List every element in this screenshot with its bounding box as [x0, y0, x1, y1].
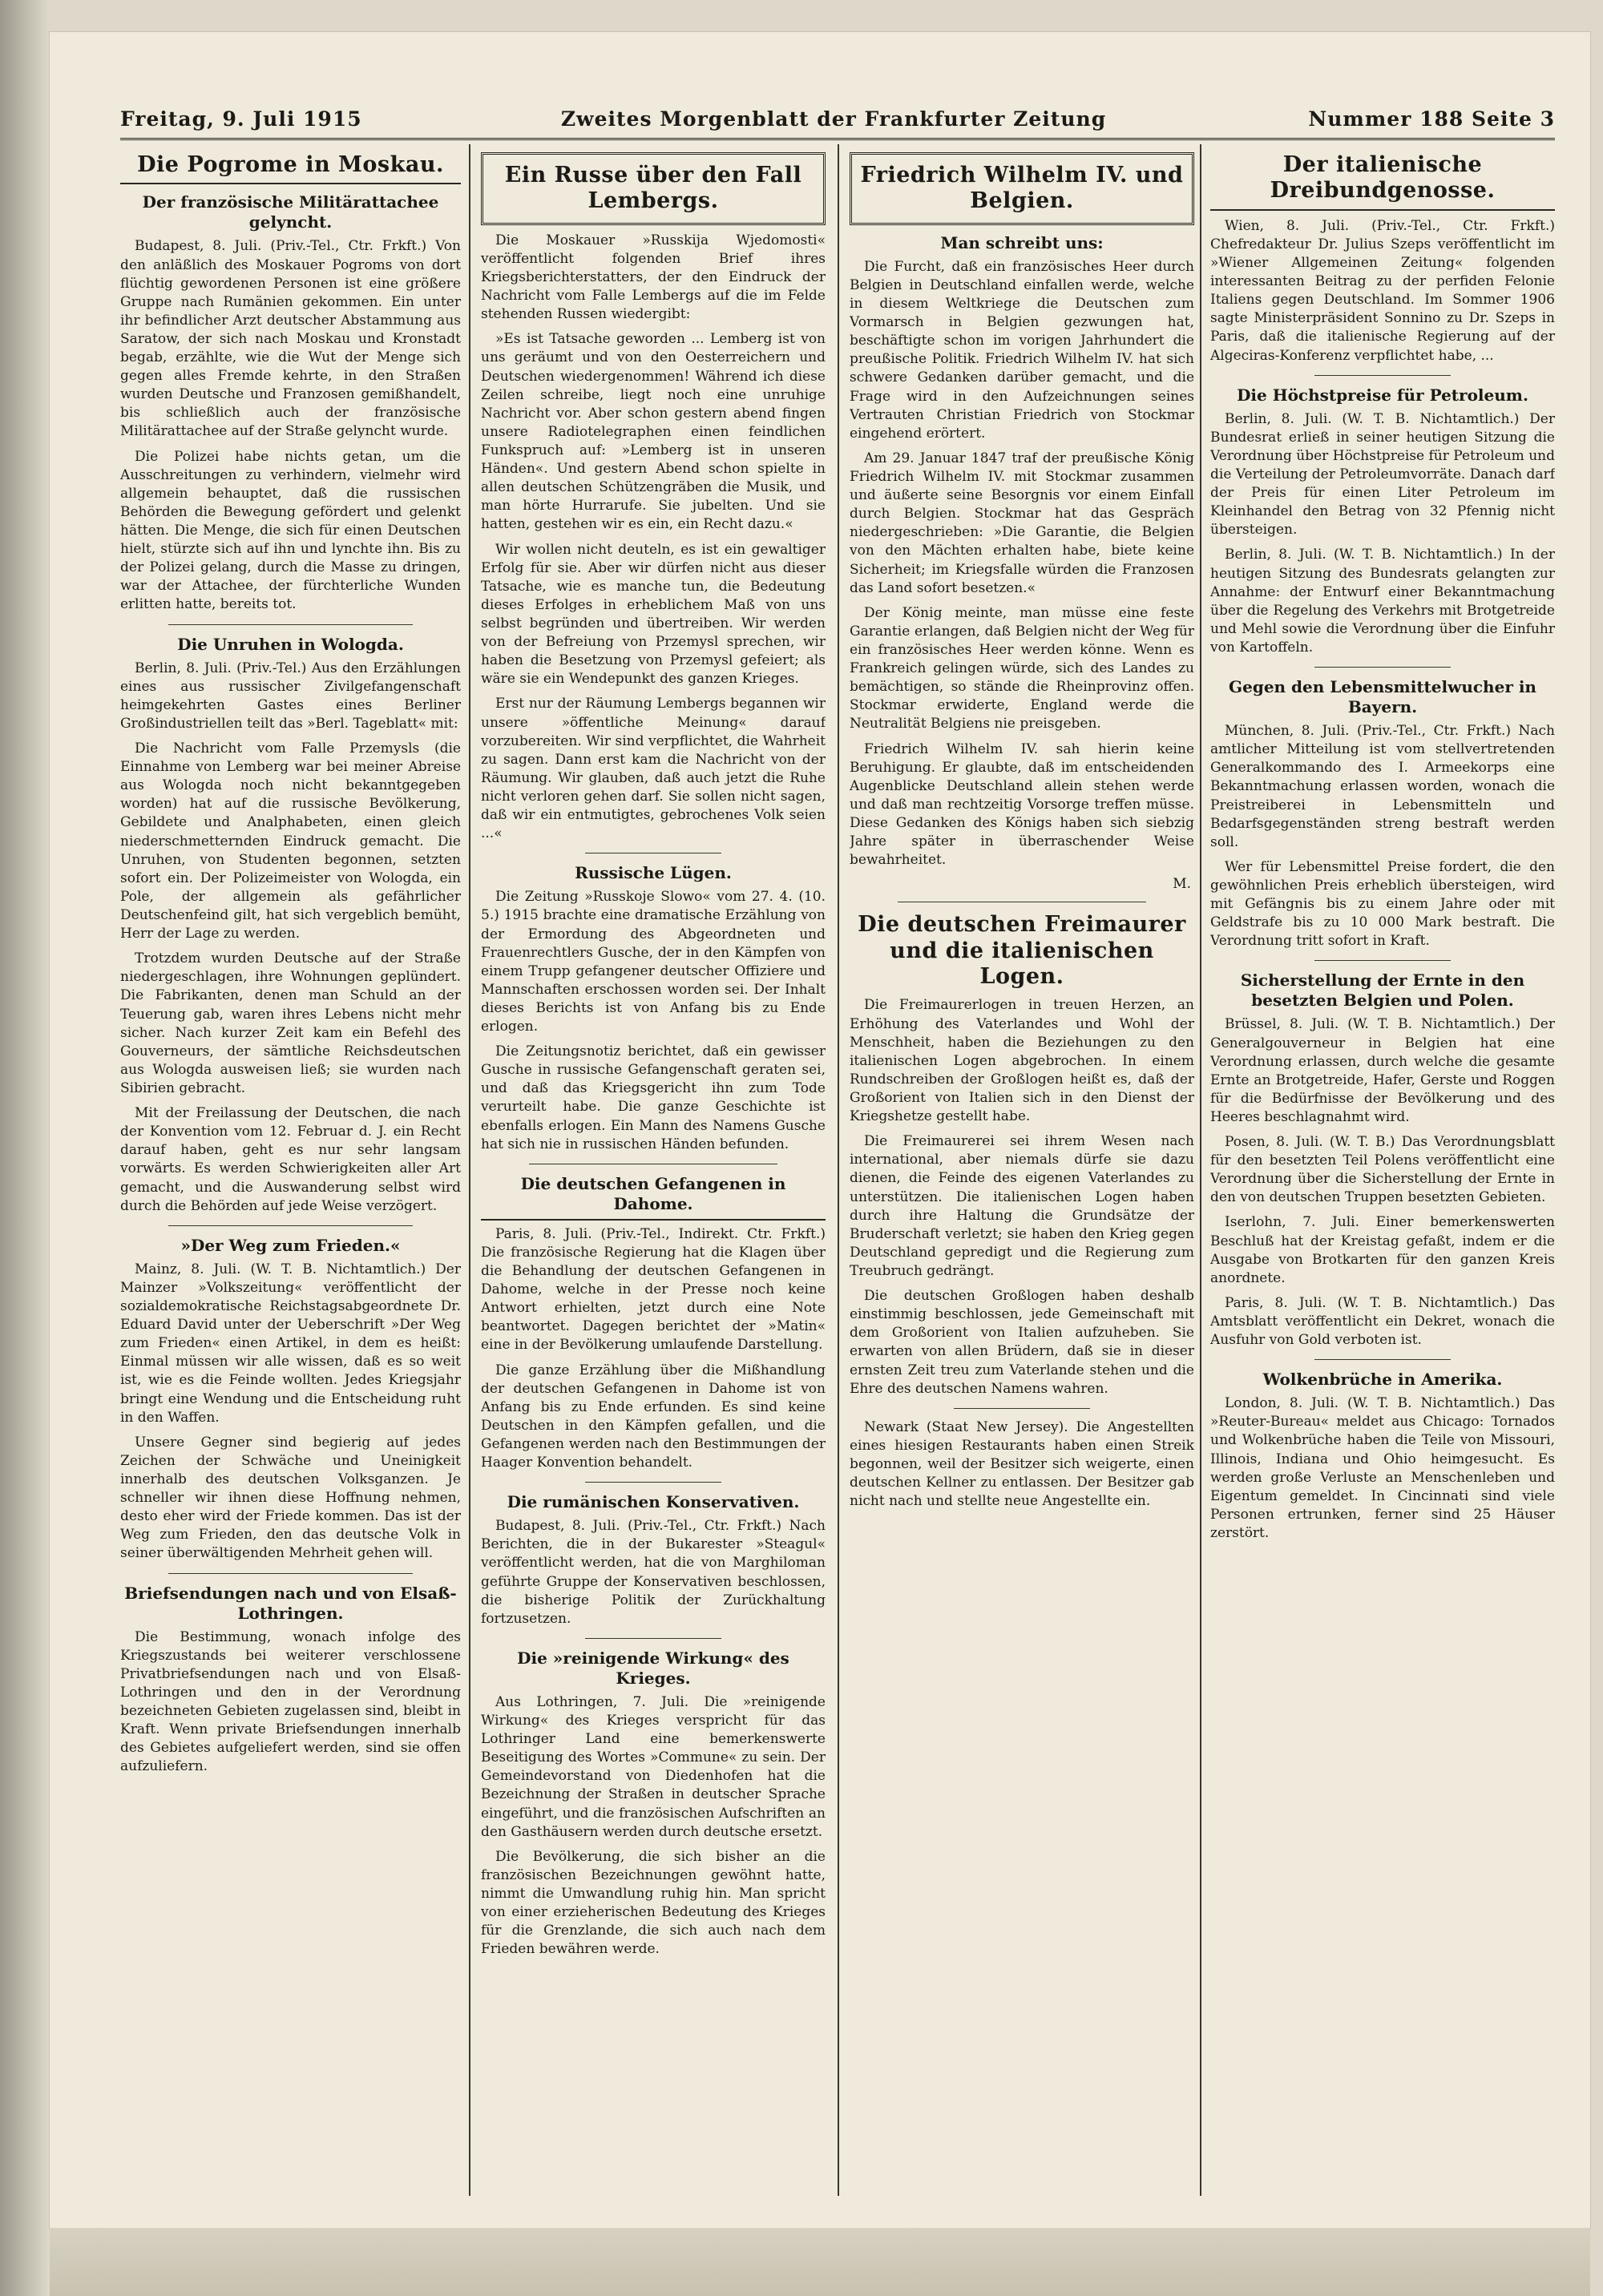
- article-subtitle: Russische Lügen.: [575, 863, 732, 883]
- article-subtitle: Der französische Militärattachee gelyncht.: [142, 192, 439, 232]
- article-paragraph: Der König meinte, man müsse eine feste Garantie erlangen, daß Belgien nicht der Weg für ein französisches Heer werden könne. Wenn es Frankreich gelingen würde, sich des Landes zu bemächtigen, so stände die Rheinprovinz offen. Stockmar erwiderte, England werde die Neutralität Belgiens nie preisgeben.: [850, 604, 1194, 732]
- article-title: Der italienische Dreibundgenosse.: [1210, 152, 1555, 211]
- separator-rule: [168, 624, 413, 625]
- column-3: [850, 144, 1194, 2196]
- article-paragraph: Die Polizei habe nichts getan, um die Ausschreitungen zu verhindern, vielmehr wird allgemein behauptet, daß die russischen Behörden die Bewegung gefördert und gelenkt hätten. Die Menge, die sich für einen Deutschen hielt, stürzte sich auf ihn und lynchte ihn. Bis zu der Polizei gelang, durch die Masse zu dringen, war der Attachee, der fürchterliche Wunden erlitten hatte, bereits tot.: [120, 448, 461, 613]
- separator-rule: [1314, 1359, 1451, 1360]
- separator-rule: [168, 1225, 413, 1226]
- article-paragraph: Wir wollen nicht deuteln, es ist ein gewaltiger Erfolg für sie. Aber wir dürfen nicht aus dieser Tatsache, wie es manche tun, die Bedeutung dieses Erfolges in erheblichem Maß von uns selbst begründen und übertreiben. Wir werden von der Befreiung von Przemysl sprechen, wir haben die Besetzung von Przemysl gefeiert; als wäre sie ein Wendepunkt des ganzen Krieges.: [481, 541, 826, 688]
- article-paragraph: Erst nur der Räumung Lembergs begannen wir unsere »öffentliche Meinung« darauf vorzubereiten. Wir sind verpflichtet, die Wahrheit zu sagen. Dann erst kam die Nachricht von der Räumung. Wir glauben, daß auch jetzt die Ruhe nicht verloren gehen darf. Sie sollen nicht sagen, daß wir ein entmutigtes, gebrochenes Volk seien ...«: [481, 696, 826, 842]
- article-paragraph: Die ganze Erzählung über die Mißhandlung der deutschen Gefangenen in Dahome ist von Anfang bis zu Ende erfunden. Es sind keine Deutschen in den Kämpfen gefallen, und die Gefangenen werden nach den Bestimmungen der Haager Konvention behandelt.: [481, 1362, 826, 1471]
- column-2: [481, 144, 826, 2196]
- article-paragraph: Wer für Lebensmittel Preise fordert, die den gewöhnlichen Preis erheblich übersteigen, wird mit Gefängnis bis zu einem Jahre oder mit Geldstrafe bis zu 10 000 Mark bestraft. Die Verordnung tritt sofort in Kraft.: [1210, 858, 1555, 950]
- separator-rule: [1314, 375, 1451, 376]
- article-paragraph: Paris, 8. Juli. (Priv.-Tel., Indirekt. Ctr. Frkft.) Die französische Regierung hat die Klagen über die Behandlung der deutschen Gefangenen in Dahome, welche in der Presse noch keine Antwort erhielten, jetzt durch eine Note beantwortet. Dagegen berichtet der »Matin« eine in der Bevölkerung umlaufende Darstellung.: [481, 1225, 826, 1354]
- separator-rule: [168, 1573, 413, 1574]
- separator-rule: [585, 1482, 721, 1483]
- article-paragraph: Friedrich Wilhelm IV. sah hierin keine Beruhigung. Er glaubte, daß im entscheidenden Augenblicke Deutschland allein stehen werde und daß man rechtzeitig Vorsorge treffen müsse. Diese Gedanken des Königs haben sich siebzig Jahre später in überraschender Weise bewahrheitet.: [850, 740, 1194, 869]
- article-paragraph: London, 8. Juli. (W. T. B. Nichtamtlich.) Das »Reuter-Bureau« meldet aus Chicago: Tornados und Wolkenbrüche haben die Teile von Missouri, Illinois, Indiana und Ohio heimgesucht. Es werden große Verluste an Menschenleben und Eigentum gemeldet. In Cincinnati sind viele Personen ertrunken, ferner sind 25 Häuser zerstört.: [1210, 1395, 1555, 1542]
- article-paragraph: Iserlohn, 7. Juli. Einer bemerkenswerten Beschluß hat der Kreistag gefaßt, indem er die Ausgabe von Brotkarten für den ganzen Kreis anordnete.: [1210, 1214, 1555, 1286]
- article-paragraph: Berlin, 8. Juli. (W. T. B. Nichtamtlich.) In der heutigen Sitzung des Bundesrats gelangten zur Annahme: der Entwurf einer Bekanntmachung über die Regelung des Verkehrs mit Brotgetreide und Mehl sowie die Verordnung über die Einfuhr von Kartoffeln.: [1210, 547, 1555, 656]
- article-paragraph: Mit der Freilassung der Deutschen, die nach der Konvention vom 12. Februar d. J. ein Recht darauf haben, geht es nur sehr langsam vorwärts. Es werden Schwierigkeiten aller Art gemacht, und die Auswanderung selbst wird durch die Behörden auf jede Weise verzögert.: [120, 1105, 461, 1214]
- article-paragraph: Am 29. Januar 1847 traf der preußische König Friedrich Wilhelm IV. mit Stockmar zusammen und äußerte seine Besorgnis vor einem Einfall durch Belgien. Stockmar hat das Gespräch niedergeschrieben: »Die Garantie, die Belgien von den Mächten erhalten habe, biete keine Sicherheit; im Kriegsfalle würden die Franzosen das Land sofort besetzen.«: [850, 450, 1194, 596]
- header-date: Freitag, 9. Juli 1915: [120, 107, 362, 131]
- article-paragraph: Berlin, 8. Juli. (W. T. B. Nichtamtlich.) Der Bundesrat erließ in seiner heutigen Sitzung die Verordnung über Höchstpreise für Petroleum und die Verteilung der Petroleumvorräte. Danach darf der Preis für einen Liter Petroleum im Kleinhandel den Betrag von 32 Pfennig nicht übersteigen.: [1210, 410, 1555, 539]
- article-paragraph: Newark (Staat New Jersey). Die Angestellten eines hiesigen Restaurants haben einen Streik begonnen, weil der Besitzer sich weigerte, einen deutschen Kellner zu entlassen. Der Besitzer gab nicht nach und stellte neue Angestellte ein.: [850, 1418, 1194, 1510]
- article-paragraph: Trotzdem wurden Deutsche auf der Straße niedergeschlagen, ihre Wohnungen geplündert. Die Fabrikanten, denen man Schuld an der Teuerung gab, waren ihres Lebens nicht mehr sicher. Nach kurzer Zeit kam ein Befehl des Gouverneurs, der sämtliche Reichsdeutschen aus Wologda ausweisen ließ; sie wurden nach Sibirien gebracht.: [120, 950, 461, 1096]
- article-paragraph: München, 8. Juli. (Priv.-Tel., Ctr. Frkft.) Nach amtlicher Mitteilung ist vom stellvertretenden Generalkommando des I. Armeekorps eine Bekanntmachung erlassen worden, wonach die Preistreiberei in Lebensmitteln und Bedarfsgegenständen streng bestraft werden soll.: [1210, 723, 1555, 850]
- article-paragraph: Paris, 8. Juli. (W. T. B. Nichtamtlich.) Das Amtsblatt veröffentlicht ein Dekret, wonach die Ausfuhr von Gold verboten ist.: [1210, 1294, 1555, 1349]
- article-paragraph: Die deutschen Großlogen haben deshalb einstimmig beschlossen, jede Gemeinschaft mit dem Großorient von Italien aufzuheben. Sie erwarten von allen Brüdern, daß sie in dieser ernsten Zeit treu zum Vaterlande stehen und die Ehre des deutschen Namens wahren.: [850, 1288, 1194, 1397]
- article-subtitle: Die Unruhen in Wologda.: [177, 634, 404, 654]
- article-title: Die Pogrome in Moskau.: [120, 152, 461, 184]
- column-1: [120, 144, 461, 2196]
- column-rule: [838, 144, 839, 2196]
- article-paragraph: Die Freimaurerlogen in treuen Herzen, an Erhöhung des Vaterlandes und Wohl der Menschheit, haben die Beziehungen zu den italienischen Logen abgebrochen. In einem Rundschreiben der Großlogen heißt es, daß der Großorient von Italien sich in den Dienst der Kriegshetze gestellt habe.: [850, 997, 1194, 1125]
- article-title: Ein Russe über den Fall Lembergs.: [481, 152, 826, 225]
- article-paragraph: Die Zeitungsnotiz berichtet, daß ein gewisser Gusche in russische Gefangenschaft geraten sei, und daß das Kriegsgericht ihn zum Tode verurteilt habe. Die ganze Geschichte ist ebenfalls erlogen. Ein Mann des Namens Gusche hat sich nie in russischen Händen befunden.: [481, 1043, 826, 1152]
- header-publication: Zweites Morgenblatt der Frankfurter Zeitung: [560, 107, 1107, 131]
- column-rule: [1200, 144, 1201, 2196]
- article-subtitle: Sicherstellung der Ernte in den besetzten Belgien und Polen.: [1240, 970, 1525, 1011]
- article-subtitle: Wolkenbrüche in Amerika.: [1262, 1370, 1503, 1390]
- article-subtitle: Briefsendungen nach und von Elsaß-Lothringen.: [124, 1583, 457, 1623]
- article-paragraph: Die Nachricht vom Falle Przemysls (die Einnahme von Lemberg war bei meiner Abreise aus Wologda noch nicht bekanntgegeben worden) hat auf die russische Bevölkerung, Gebildete und Analphabeten, einen gleich niederschmetternden Eindruck gemacht. Die Unruhen, von Studenten begonnen, setzten sofort ein. Der Polizeimeister von Wologda, ein Pole, der allgemein als gefährlicher Deutschenfeind gilt, hat sich vergeblich bemüht, Herr der Lage zu werden.: [120, 740, 461, 942]
- article-paragraph: Die Moskauer »Russkija Wjedomosti« veröffentlicht folgenden Brief ihres Kriegsberichterstatters, der den Eindruck der Nachricht vom Falle Lembergs auf die im Felde stehenden Russen wiedergibt:: [481, 232, 826, 323]
- article-subtitle: Die rumänischen Konservativen.: [507, 1492, 800, 1512]
- article-paragraph: Die Zeitung »Russkoje Slowo« vom 27. 4. (10. 5.) 1915 brachte eine dramatische Erzählung von der Ermordung des Abgeordneten und Frauenrechtlers Gusche, der in den Kämpfen von einem Trupp gefangener deutscher Offiziere und Mannschaften erschossen worden sei. Der Inhalt dieses Berichts ist von Anfang bis zu Ende erlogen.: [481, 889, 826, 1035]
- article-title: Die deutschen Freimaurer und die italienischen Logen.: [858, 912, 1186, 990]
- article-paragraph: Budapest, 8. Juli. (Priv.-Tel., Ctr. Frkft.) Nach Berichten, die in der Bukarester »Steagul« veröffentlicht werden, hat die von Marghiloman geführte Gruppe der Konservativen beschlossen, die bisherige Politik der Zurückhaltung fortzusetzen.: [481, 1518, 826, 1627]
- article-paragraph: Mainz, 8. Juli. (W. T. B. Nichtamtlich.) Der Mainzer »Volkszeitung« veröffentlicht der sozialdemokratische Reichstagsabgeordnete Dr. Eduard David unter der Ueberschrift »Der Weg zum Frieden« einen Artikel, in dem es heißt: Einmal müssen wir alle wissen, daß es so weit ist, wie es die Feinde wollten. Jedes Kriegsjahr bringt eine Wendung und die Entscheidung ruht in den Waffen.: [120, 1261, 461, 1426]
- article-paragraph: Wien, 8. Juli. (Priv.-Tel., Ctr. Frkft.) Chefredakteur Dr. Julius Szeps veröffentlicht im »Wiener Allgemeinen Zeitung« folgenden interessanten Beitrag zu der perfiden Felonie Italiens gegen Deutschland. Im Sommer 1906 sagte Ministerpräsident Sonnino zu Dr. Szeps in Paris, daß die italienische Regierung auf der Algeciras-Konferenz verpflichtet habe, ...: [1210, 217, 1555, 364]
- article-subtitle: »Der Weg zum Frieden.«: [180, 1235, 401, 1255]
- separator-rule: [1314, 960, 1451, 961]
- article-paragraph: Berlin, 8. Juli. (Priv.-Tel.) Aus den Erzählungen eines aus russischer Zivilgefangenschaft heimgekehrten Gastes eines Berliner Großindustriellen teilt das »Berl. Tageblatt« mit:: [120, 660, 461, 732]
- article-paragraph: Die Freimaurerei sei ihrem Wesen nach international, aber niemals dürfe sie dazu dienen, die Feinde des eigenen Vaterlandes zu unterstützen. Die italienischen Logen haben durch ihre Haltung die Grundsätze der Bruderschaft verletzt; sie haben den Krieg gegen Deutschland gepredigt und die Regierung zum Treubruch gedrängt.: [850, 1133, 1194, 1279]
- separator-rule: [1314, 667, 1451, 668]
- book-gutter: [0, 0, 48, 2296]
- column-rule: [469, 144, 470, 2196]
- author-signature: M.: [1173, 876, 1191, 893]
- article-subtitle: Die deutschen Gefangenen in Dahome.: [481, 1174, 826, 1221]
- page-header: [120, 104, 1555, 140]
- article-paragraph: Die Bevölkerung, die sich bisher an die französischen Bezeichnungen gewöhnt hatte, nimmt die Umwandlung ruhig hin. Man spricht von einer erzieherischen Bedeutung des Krieges für die Grenzlande, die sich auch nach dem Frieden bewähren werde.: [481, 1848, 826, 1958]
- article-subtitle: Man schreibt uns:: [940, 232, 1104, 252]
- article-subtitle: Die Höchstpreise für Petroleum.: [1237, 385, 1528, 405]
- separator-rule: [954, 1408, 1090, 1409]
- column-4: [1210, 144, 1555, 2196]
- article-paragraph: Die Furcht, daß ein französisches Heer durch Belgien in Deutschland einfallen werde, welche in diesem Weltkriege die Deutschen zum Vormarsch in Belgien gezwungen hat, beschäftigte schon im vorigen Jahrhundert die preußische Politik. Friedrich Wilhelm IV. hat sich schwere Gedanken darüber gemacht, und die Frage wird in den Aufzeichnungen seines Vertrauten Christian Friedrich von Stockmar eingehend erörtert.: [850, 258, 1194, 442]
- article-title: Friedrich Wilhelm IV. und Belgien.: [850, 152, 1194, 225]
- article-paragraph: Posen, 8. Juli. (W. T. B.) Das Verordnungsblatt für den besetzten Teil Polens veröffentlicht eine Verordnung über die Sicherstellung der Ernte in den von deutschen Truppen besetzten Gebieten.: [1210, 1134, 1555, 1206]
- article-paragraph: Aus Lothringen, 7. Juli. Die »reinigende Wirkung« des Krieges verspricht für das Lothringer Land eine bemerkenswerte Beseitigung des Wortes »Commune« zu sein. Der Gemeindevorstand von Diedenhofen hat die Bezeichnung der Straßen in deutscher Sprache eingeführt, und die französischen Aufschriften an den Gasthäusern werden durch deutsche ersetzt.: [481, 1693, 826, 1840]
- article-subtitle: Die »reinigende Wirkung« des Krieges.: [517, 1648, 789, 1688]
- article-paragraph: Budapest, 8. Juli. (Priv.-Tel., Ctr. Frkft.) Von den anläßlich des Moskauer Pogroms von dort flüchtig gewordenen Personen ist eine größere Gruppe nach Rumänien gekommen. Ein unter ihr befindlicher Arzt deutscher Abstammung aus Saratow, der sich nach Moskau und Kronstadt begab, erzählte, wie die Wut der Menge sich gegen alles Fremde kehrte, in den Straßen wurden Deutsche und Franzosen gemißhandelt, bis schließlich auch der französische Militärattachee auf der Straße gelyncht wurde.: [120, 238, 461, 440]
- article-paragraph: »Es ist Tatsache geworden ... Lemberg ist von uns geräumt und von den Oesterreichern und Deutschen wiedergenommen! Während ich diese Zeilen schreibe, liegt noch eine unruhige Nachricht vor. Aber schon gestern abend fingen unsere Radiotelegraphen einen feindlichen Funkspruch auf: »Lemberg ist in unseren Händen«. Und gestern Abend schon spielte in allen deutschen Schützengräben die Musik, und man hörte Hurrarufe. Sie jubelten. Und sie hatten, gestehen wir es ein, ein Recht dazu.«: [481, 331, 826, 533]
- separator-rule: [585, 1638, 721, 1639]
- header-page-number: Nummer 188 Seite 3: [1308, 107, 1555, 131]
- article-subtitle: Gegen den Lebensmittelwucher in Bayern.: [1229, 677, 1536, 717]
- scanner-bed-edge: [50, 2228, 1590, 2296]
- article-paragraph: Unsere Gegner sind begierig auf jedes Zeichen der Schwäche und Uneinigkeit innerhalb des deutschen Volksganzen. Je schneller wir ihnen diese Hoffnung nehmen, desto eher wird der Friede kommen. Das ist der Weg zum Frieden, den das deutsche Volk in seiner überwältigenden Mehrheit gehen will.: [120, 1434, 461, 1562]
- article-paragraph: Brüssel, 8. Juli. (W. T. B. Nichtamtlich.) Der Generalgouverneur in Belgien hat eine Verordnung erlassen, durch welche die gesamte Ernte an Brotgetreide, Hafer, Gerste und Roggen für die Bedürfnisse der Bevölkerung und des Heeres beschlagnahmt wird.: [1210, 1016, 1555, 1125]
- article-paragraph: Die Bestimmung, wonach infolge des Kriegszustands bei weiterer verschlossene Privatbriefsendungen nach und von Elsaß-Lothringen und den in der Verordnung bezeichneten Gebieten zugelassen sind, bleibt in Kraft. Wenn private Briefsendungen innerhalb des Gebietes aufgeliefert werden, sind sie offen aufzuliefern.: [120, 1628, 461, 1775]
